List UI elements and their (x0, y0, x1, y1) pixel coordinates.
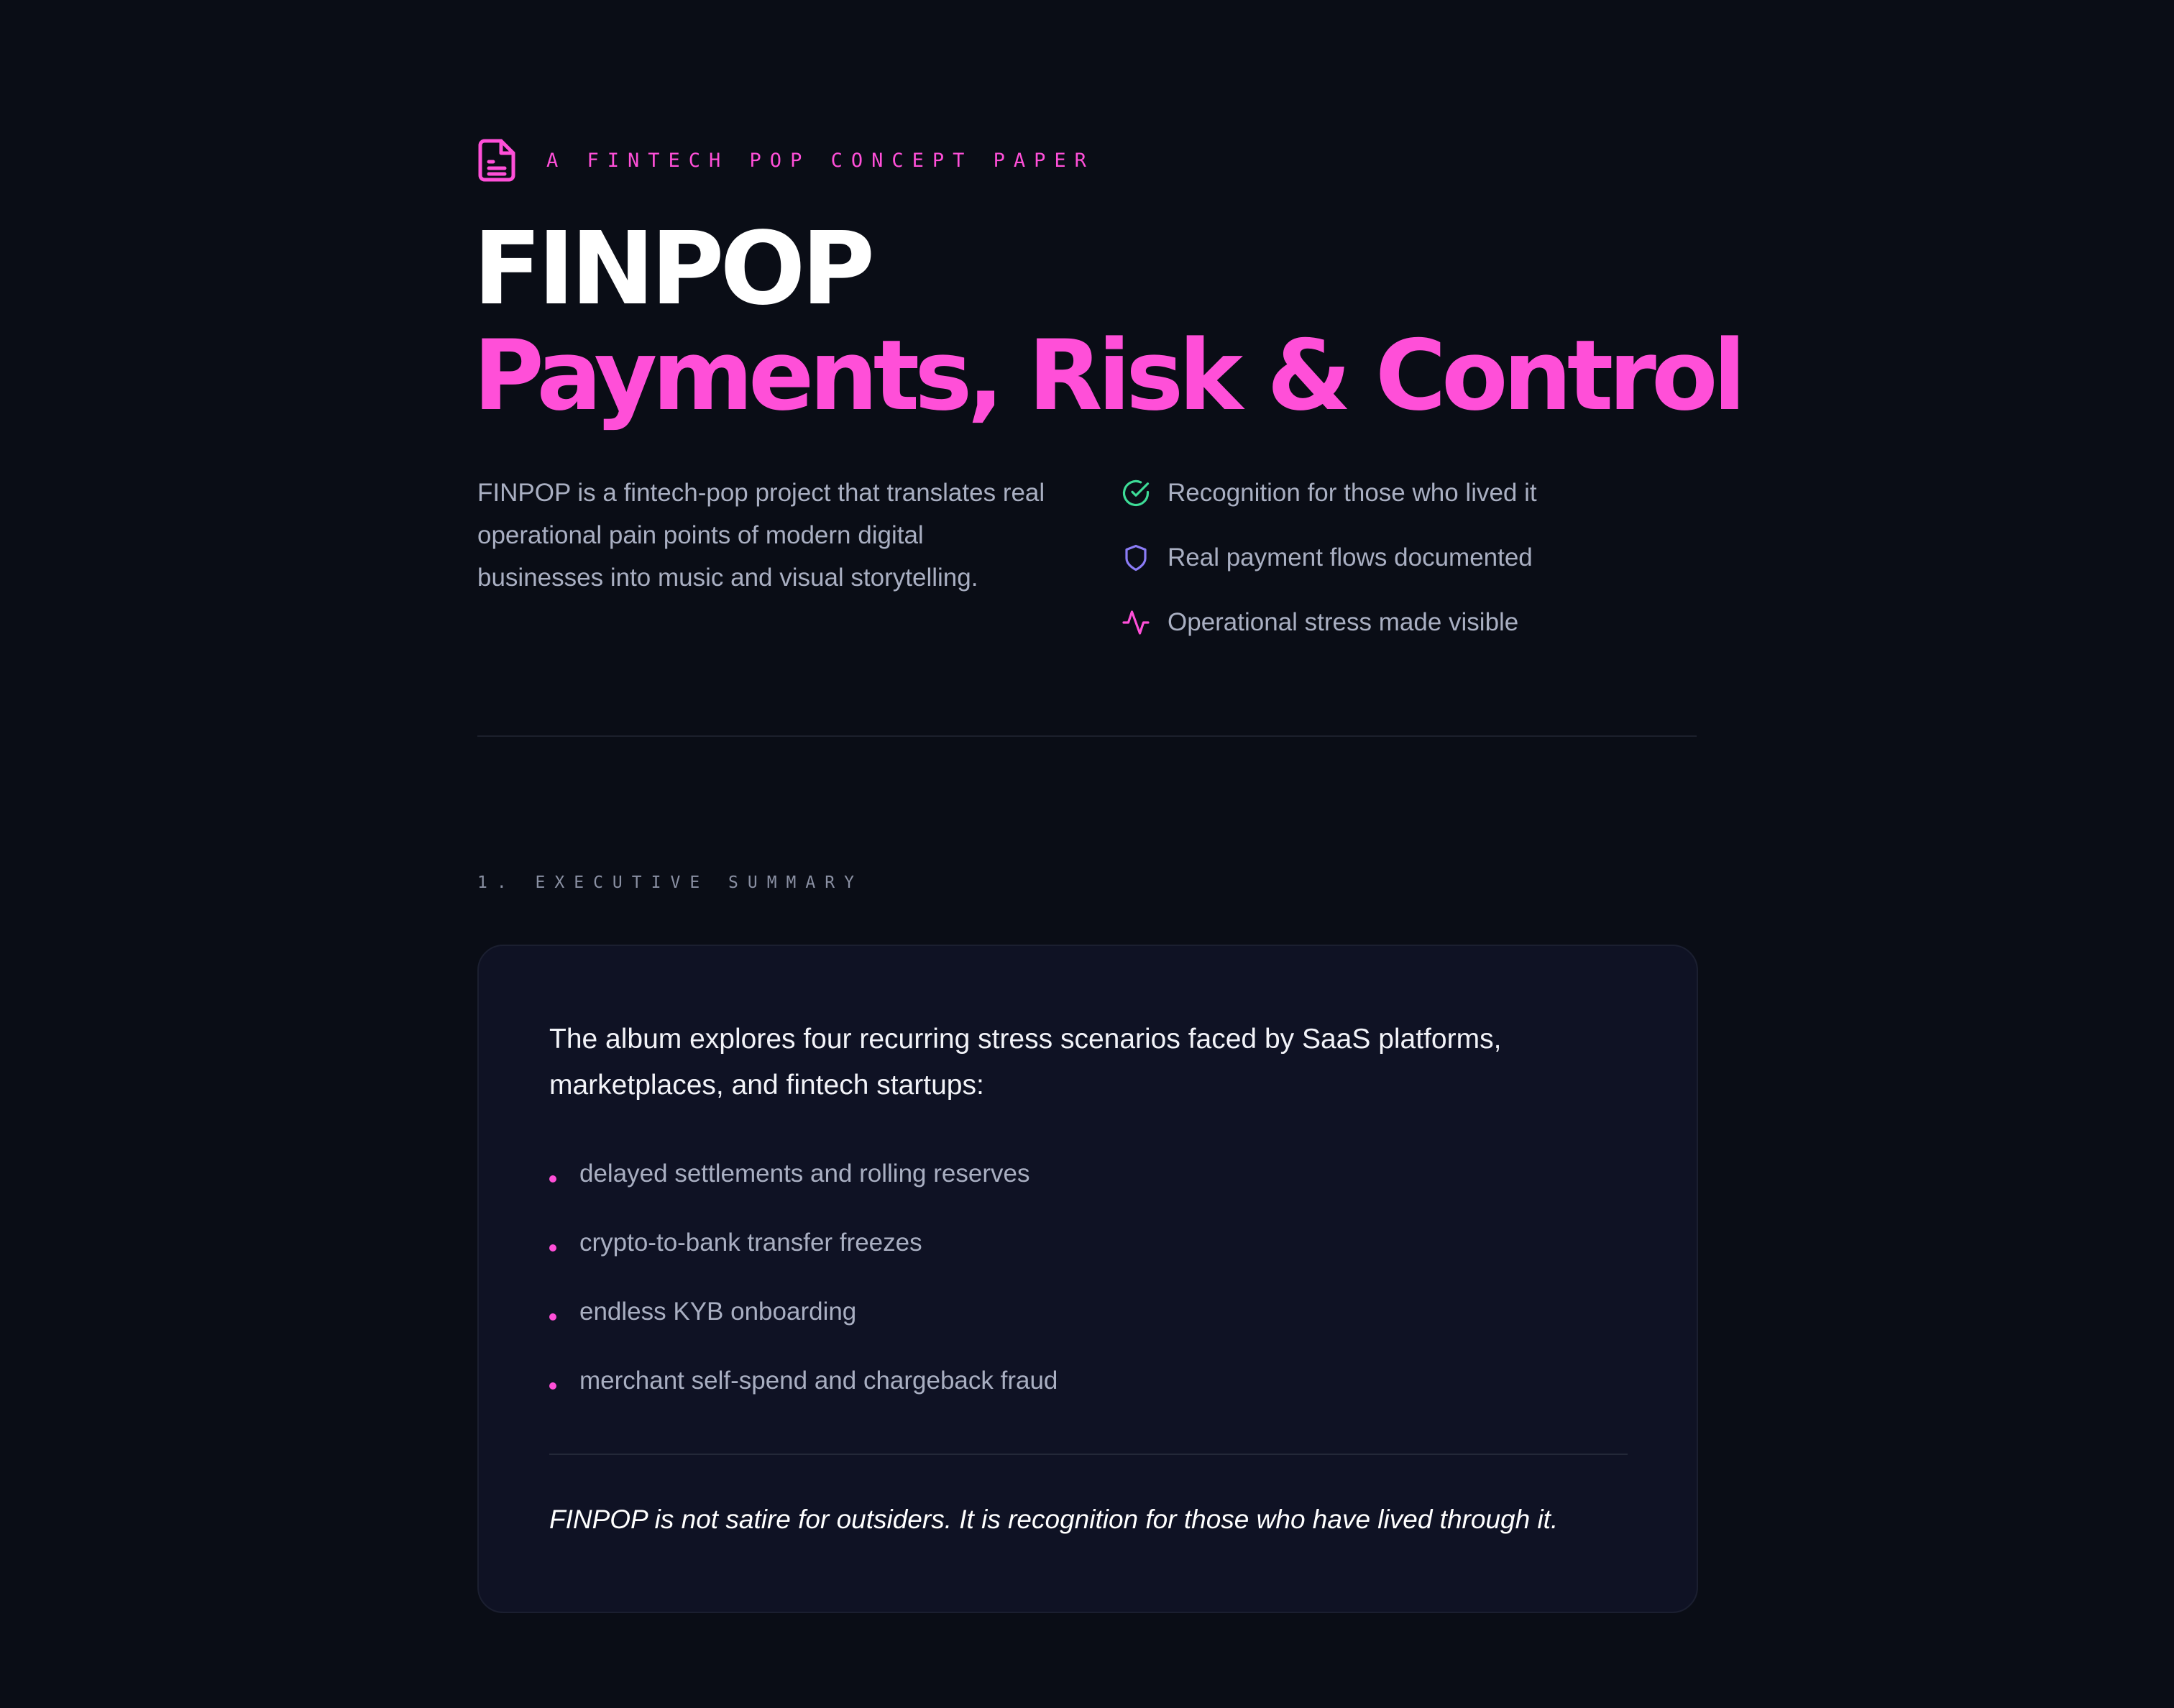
activity-pulse-icon (1122, 608, 1150, 637)
executive-summary-card (477, 945, 1698, 1613)
feature-label: Real payment flows documented (1168, 543, 1533, 571)
card-divider (549, 1454, 1628, 1455)
list-item (549, 1290, 1058, 1333)
list-item (549, 1221, 1058, 1264)
feature-item (1122, 601, 1668, 643)
list-item-label: endless KYB onboarding (579, 1298, 857, 1326)
list-item-label: merchant self-spend and chargeback fraud (579, 1367, 1058, 1395)
feature-item (1122, 472, 1668, 514)
feature-list (1122, 472, 1668, 666)
list-item-label: delayed settlements and rolling reserves (579, 1160, 1030, 1188)
bullet-dot (549, 1382, 556, 1390)
bullet-dot (549, 1175, 556, 1183)
bullet-dot (549, 1313, 556, 1321)
check-circle-icon (1122, 479, 1150, 508)
section-divider (477, 735, 1697, 737)
feature-label: Recognition for those who lived it (1168, 478, 1537, 507)
kicker-text: A FINTECH POP CONCEPT PAPER (546, 149, 1095, 172)
summary-quote: FINPOP is not satire for outsiders. It is recognition for those who have lived through it. (549, 1505, 1559, 1534)
list-item (549, 1359, 1058, 1402)
scenario-list (549, 1152, 1058, 1428)
list-item-label: crypto-to-bank transfer freezes (579, 1229, 922, 1257)
summary-lead: The album explores four recurring stress scenarios faced by SaaS platforms, marketplaces, and fintech startups: (549, 1024, 1502, 1101)
feature-item (1122, 536, 1668, 579)
list-item (549, 1152, 1058, 1195)
bullet-dot (549, 1244, 556, 1252)
page-subtitle: Payments, Risk & Control (473, 319, 1741, 432)
intro-paragraph: FINPOP is a fintech-pop project that translates real operational pain points of modern digital businesses into music and visual storytelling. (477, 479, 1045, 592)
kicker (477, 137, 1095, 184)
page-title: FINPOP (473, 211, 871, 328)
section-label: 1. EXECUTIVE SUMMARY (477, 873, 863, 892)
feature-label: Operational stress made visible (1168, 607, 1519, 636)
shield-icon (1122, 543, 1150, 572)
document-icon (477, 138, 516, 183)
